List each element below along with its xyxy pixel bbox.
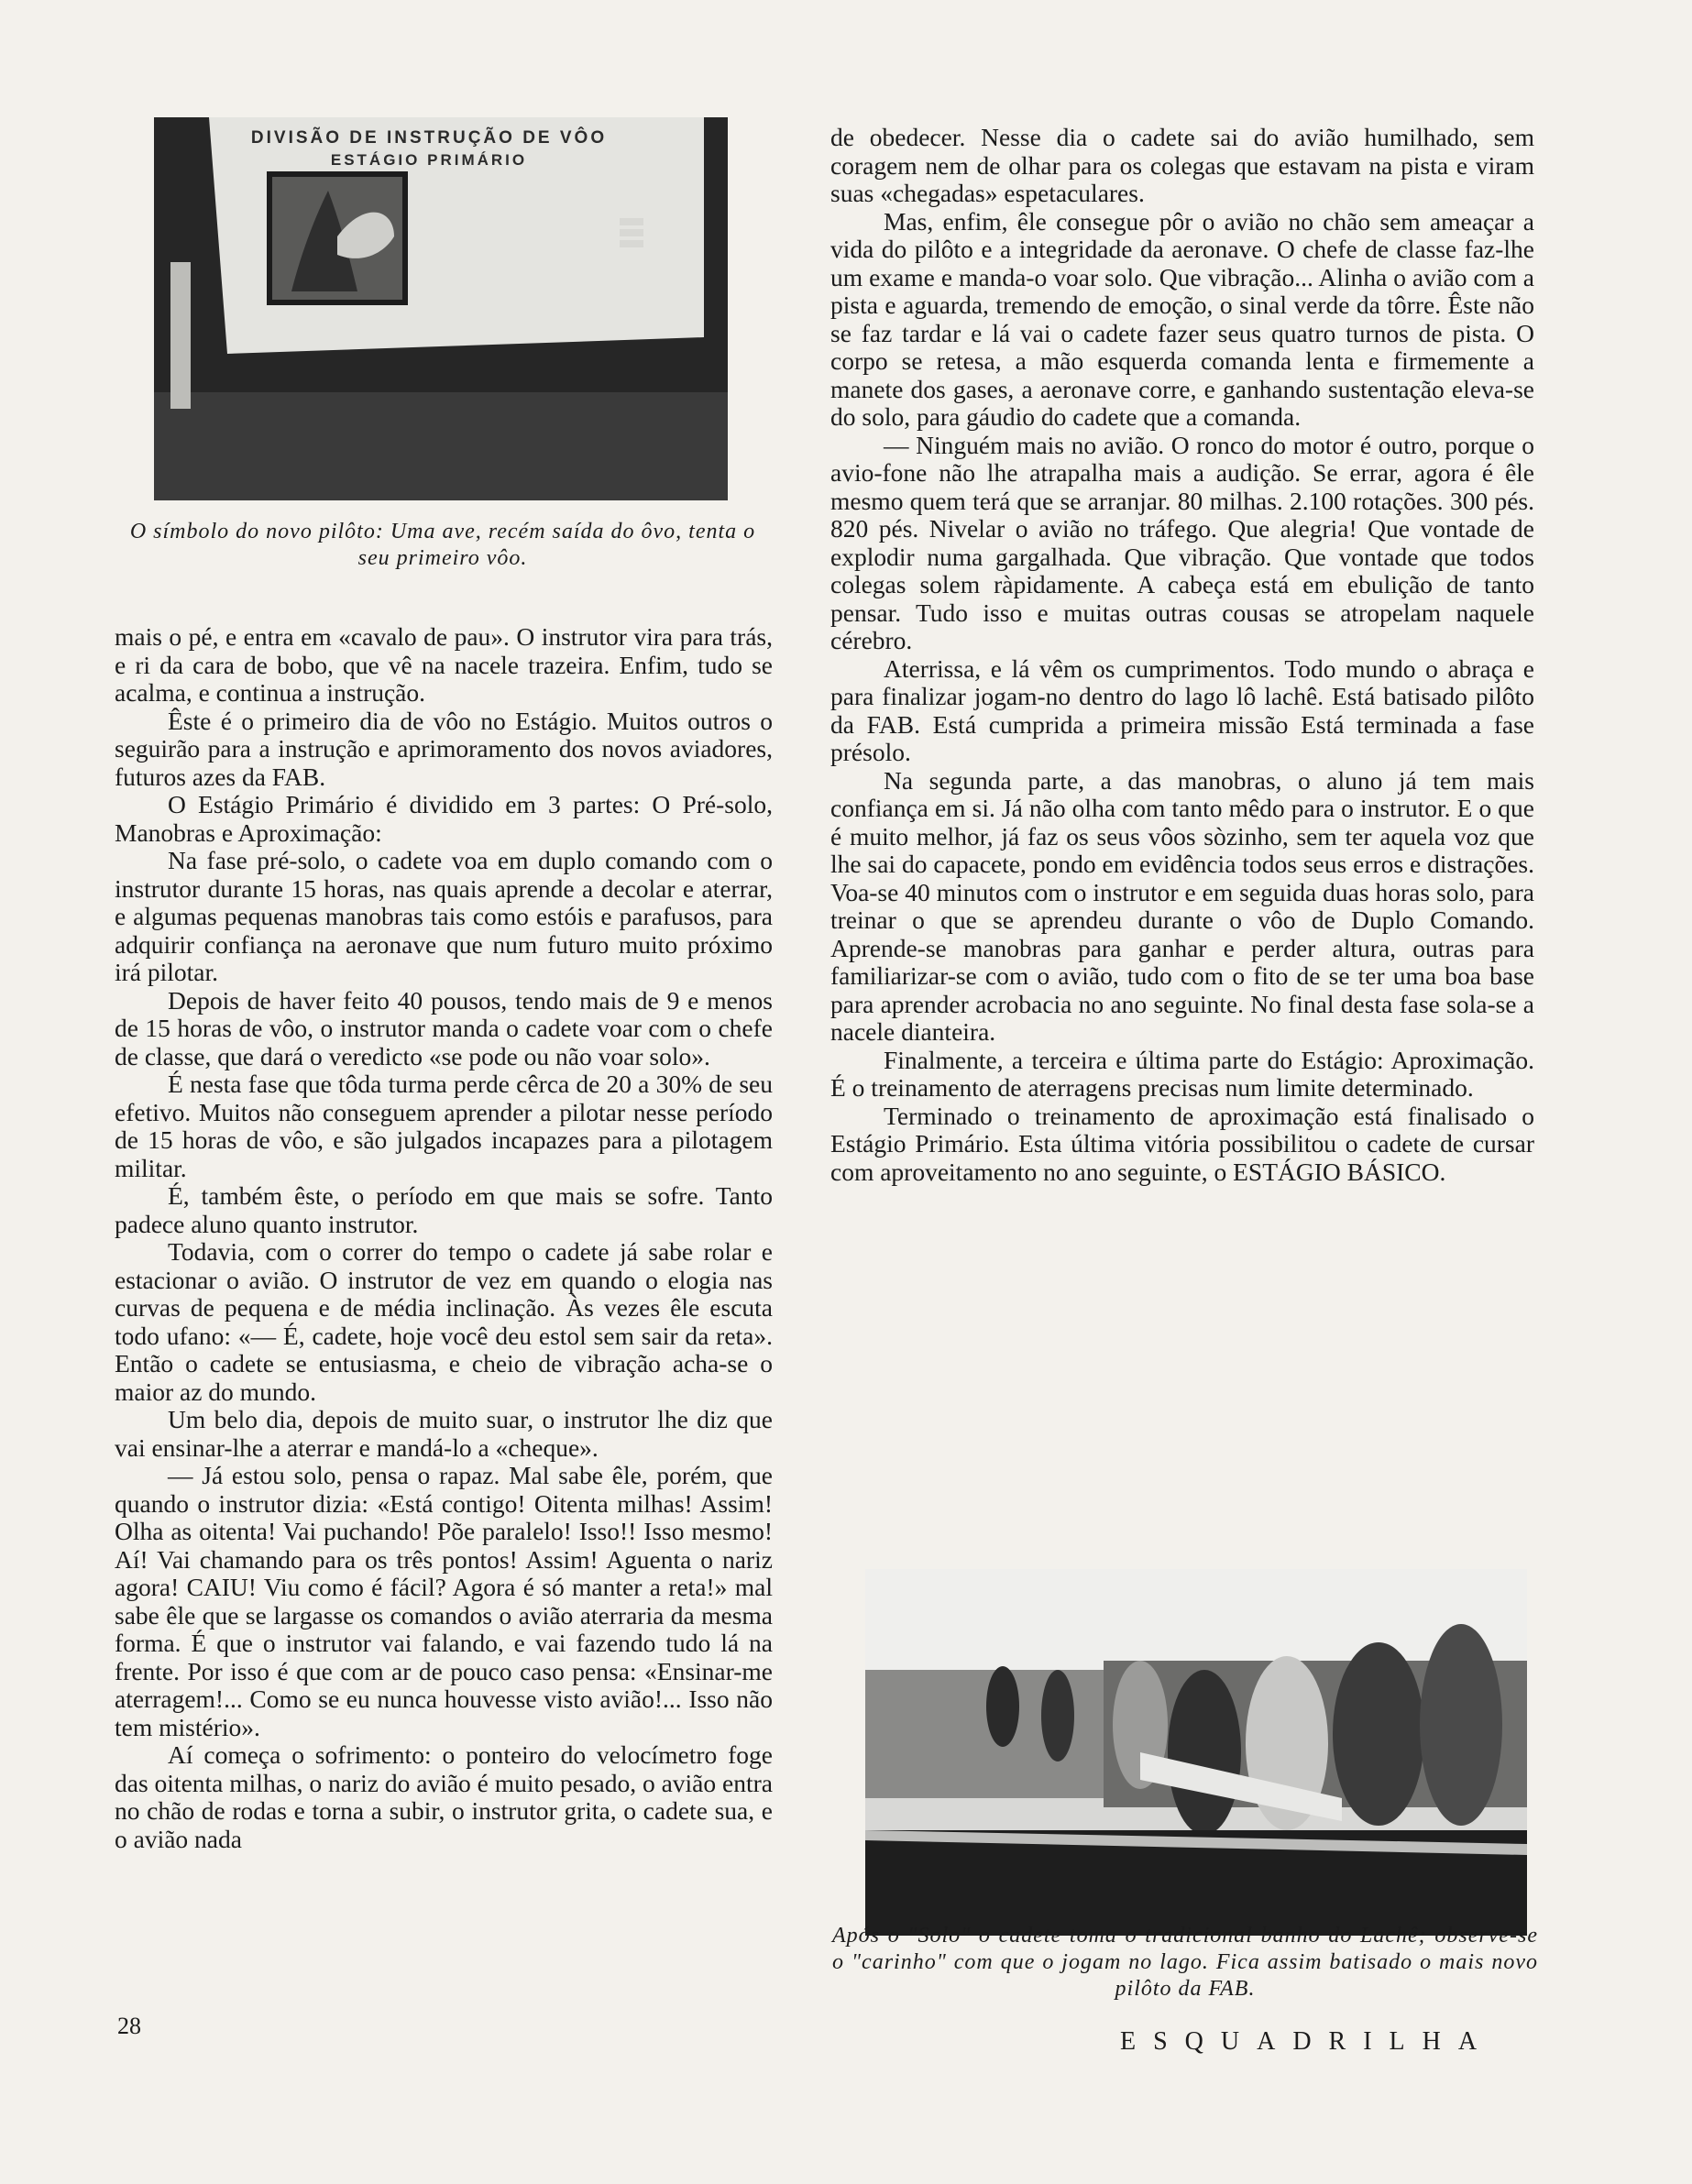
left-paragraph: Na fase pré-solo, o cadete voa em duplo comando com o instrutor durante 15 horas, nas quais aprende a decolar e aterrar, e algumas pequenas manobras tais como estóis e parafusos, para adquirir confiança na aeronave que num futuro muito próximo irá pilotar. xyxy=(115,846,773,986)
sign-board-image xyxy=(154,117,728,500)
page-number: 28 xyxy=(117,2013,141,2039)
magazine-name: ESQUADRILHA xyxy=(1120,2027,1495,2056)
photo-cadets-lake xyxy=(865,1569,1527,1936)
left-paragraph: mais o pé, e entra em «cavalo de pau». O instrutor vira para trás, e ri da cara de bobo, que vê na nacele trazeira. Enfim, tudo se acalma, e continua a instrução. xyxy=(115,622,773,707)
left-paragraph: Êste é o primeiro dia de vôo no Estágio. Muitos outros o seguirão para a instrução e aprimoramento dos novos aviadores, futuros azes da FAB. xyxy=(115,706,773,791)
right-paragraph: Mas, enfim, êle consegue pôr o avião no chão sem ameaçar a vida do pilôto e a integridade da aeronave. O chefe de classe faz-lhe um exame e manda-o voar solo. Que vibração... Alinha o avião com a pista e aguarda, tremendo de emoção, o sinal verde da tôrre. Êste não se faz tardar e lá vai o cadete fazer seus quatro turnos de pista. O corpo se retesa, a mão esquerda comanda lenta e firmemente a manete dos gases, a aeronave corre, e ganhando sustentação eleva-se do solo, para gáudio do cadete que a comanda. xyxy=(830,206,1534,431)
right-paragraph: Aterrissa, e lá vêm os cumprimentos. Todo mundo o abraça e para finalizar jogam-no dentro do lago lô lachê. Está batisado pilôto da FAB. Está cumprida a primeira missão Está terminada a fase présolo. xyxy=(830,653,1534,766)
sign-text-line2: ESTÁGIO PRIMÁRIO xyxy=(330,151,528,169)
photo-caption-bottom: Após o "Solo" o cadete toma o tradicional banho do Lachê; observe-se o "carinho" com que o jogam no lago. Fica assim batisado o mais novo pilôto da FAB. xyxy=(832,1924,1538,2001)
left-paragraph: Um belo dia, depois de muito suar, o instrutor lhe diz que vai ensinar-lhe a aterrar e mandá-lo a «cheque». xyxy=(115,1405,773,1462)
left-paragraph: Todavia, com o correr do tempo o cadete já sabe rolar e estacionar o avião. O instrutor de vez em quando o elogia nas curvas de pequena e de média inclinação. Às vezes êle escuta todo ufano: «— É, cadete, hoje você deu estol sem sair da reta». Então o cadete se entusiasma, e cheio de vibração acha-se o maior az do mundo. xyxy=(115,1237,773,1406)
cadets-lake-image xyxy=(865,1569,1527,1936)
right-paragraph: — Ninguém mais no avião. O ronco do motor é outro, porque o avio-fone não lhe atrapalha mais a audição. Se errar, agora é êle mesmo quem terá que se arranjar. 80 milhas. 2.100 rotações. 300 pés. 820 pés. Nivelar o avião no tráfego. Que alegria! Que vontade de explodir numa gargalhada. Que vibração. Que vontade que todos colegas solem ràpidamente. A cabeça está em ebulição de tanto pensar. Tudo isso e muitas outras cousas se atropelam naquele cérebro. xyxy=(830,430,1534,654)
left-paragraph: Aí começa o sofrimento: o ponteiro do velocímetro foge das oitenta milhas, o nariz do avião é muito pesado, o avião entra no chão de rodas e torna a subir, o instrutor grita, o cadete sua, e o avião nada xyxy=(115,1740,773,1853)
left-column xyxy=(115,623,773,1853)
sign-text-line1: DIVISÃO DE INSTRUÇÃO DE VÔO xyxy=(250,128,608,148)
right-paragraph: Finalmente, a terceira e última parte do Estágio: Aproximação. É o treinamento de aterragens precisas num limite determinado. xyxy=(830,1045,1534,1102)
left-paragraph: É, também êste, o período em que mais se sofre. Tanto padece aluno quanto instrutor. xyxy=(115,1181,773,1238)
left-paragraph: — Já estou solo, pensa o rapaz. Mal sabe êle, porém, que quando o instrutor dizia: «Está contigo! Oitenta milhas! Assim! Olha as oitenta! Vai puchando! Põe paralelo! Isso!! Isso mesmo! Aí! Vai chamando para os três pontos! Assim! Aguenta o nariz agora! CAIU! Viu como é fácil? Agora é só manter a reta!» mal sabe êle que se largasse os comandos o avião aterraria da mesma forma. É que o instrutor vai falando, e vai fazendo tudo lá na frente. Por isso é que com ar de pouco caso pensa: «Ensinar-me aterragem!... Como se eu nunca houvesse visto avião!... Isso não tem mistério». xyxy=(115,1461,773,1741)
left-paragraph: É nesta fase que tôda turma perde cêrca de 20 a 30% de seu efetivo. Muitos não conseguem aprender a pilotar nesse período de 15 horas de vôo, e são julgados incapazes para a pilotagem militar. xyxy=(115,1070,773,1182)
right-paragraph: Na segunda parte, a das manobras, o aluno já tem mais confiança em si. Já não olha com tanto mêdo para o instrutor. E o que é muito melhor, já faz os seus vôos sòzinho, sem ter aquela voz que lhe sai do capacete, pondo em evidência todos seus erros e distrações. Voa-se 40 minutos com o instrutor e em seguida duas horas solo, para treinar o que se aprendeu durante o vôo de Duplo Comando. Aprende-se manobras para ganhar e perder altura, outras para familiarizar-se com o avião, tudo com o fito de se ter uma boa base para aprender acrobacia no ano seguinte. No final desta fase sola-se a nacele dianteira. xyxy=(830,765,1534,1046)
photo-caption-top: O símbolo do novo pilôto: Uma ave, recém saída do ôvo, tenta o seu primeiro vôo. xyxy=(129,520,756,570)
right-column xyxy=(830,124,1534,1186)
photo-sign-board xyxy=(154,117,728,500)
left-paragraph: Depois de haver feito 40 pousos, tendo mais de 9 e menos de 15 horas de vôo, o instrutor manda o cadete voar com o chefe de classe, que dará o veredicto «se pode ou não voar solo». xyxy=(115,985,773,1070)
left-paragraph: O Estágio Primário é dividido em 3 partes: O Pré-solo, Manobras e Aproximação: xyxy=(115,790,773,847)
right-paragraph: Terminado o treinamento de aproximação está finalisado o Estágio Primário. Esta última vitória possibilitou o cadete de cursar com aproveitamento no ano seguinte, o ESTÁGIO BÁSICO. xyxy=(830,1101,1534,1186)
right-paragraph: de obedecer. Nesse dia o cadete sai do avião humilhado, sem coragem nem de olhar para os colegas que estavam na pista e viram suas «chegadas» espetaculares. xyxy=(830,123,1534,207)
